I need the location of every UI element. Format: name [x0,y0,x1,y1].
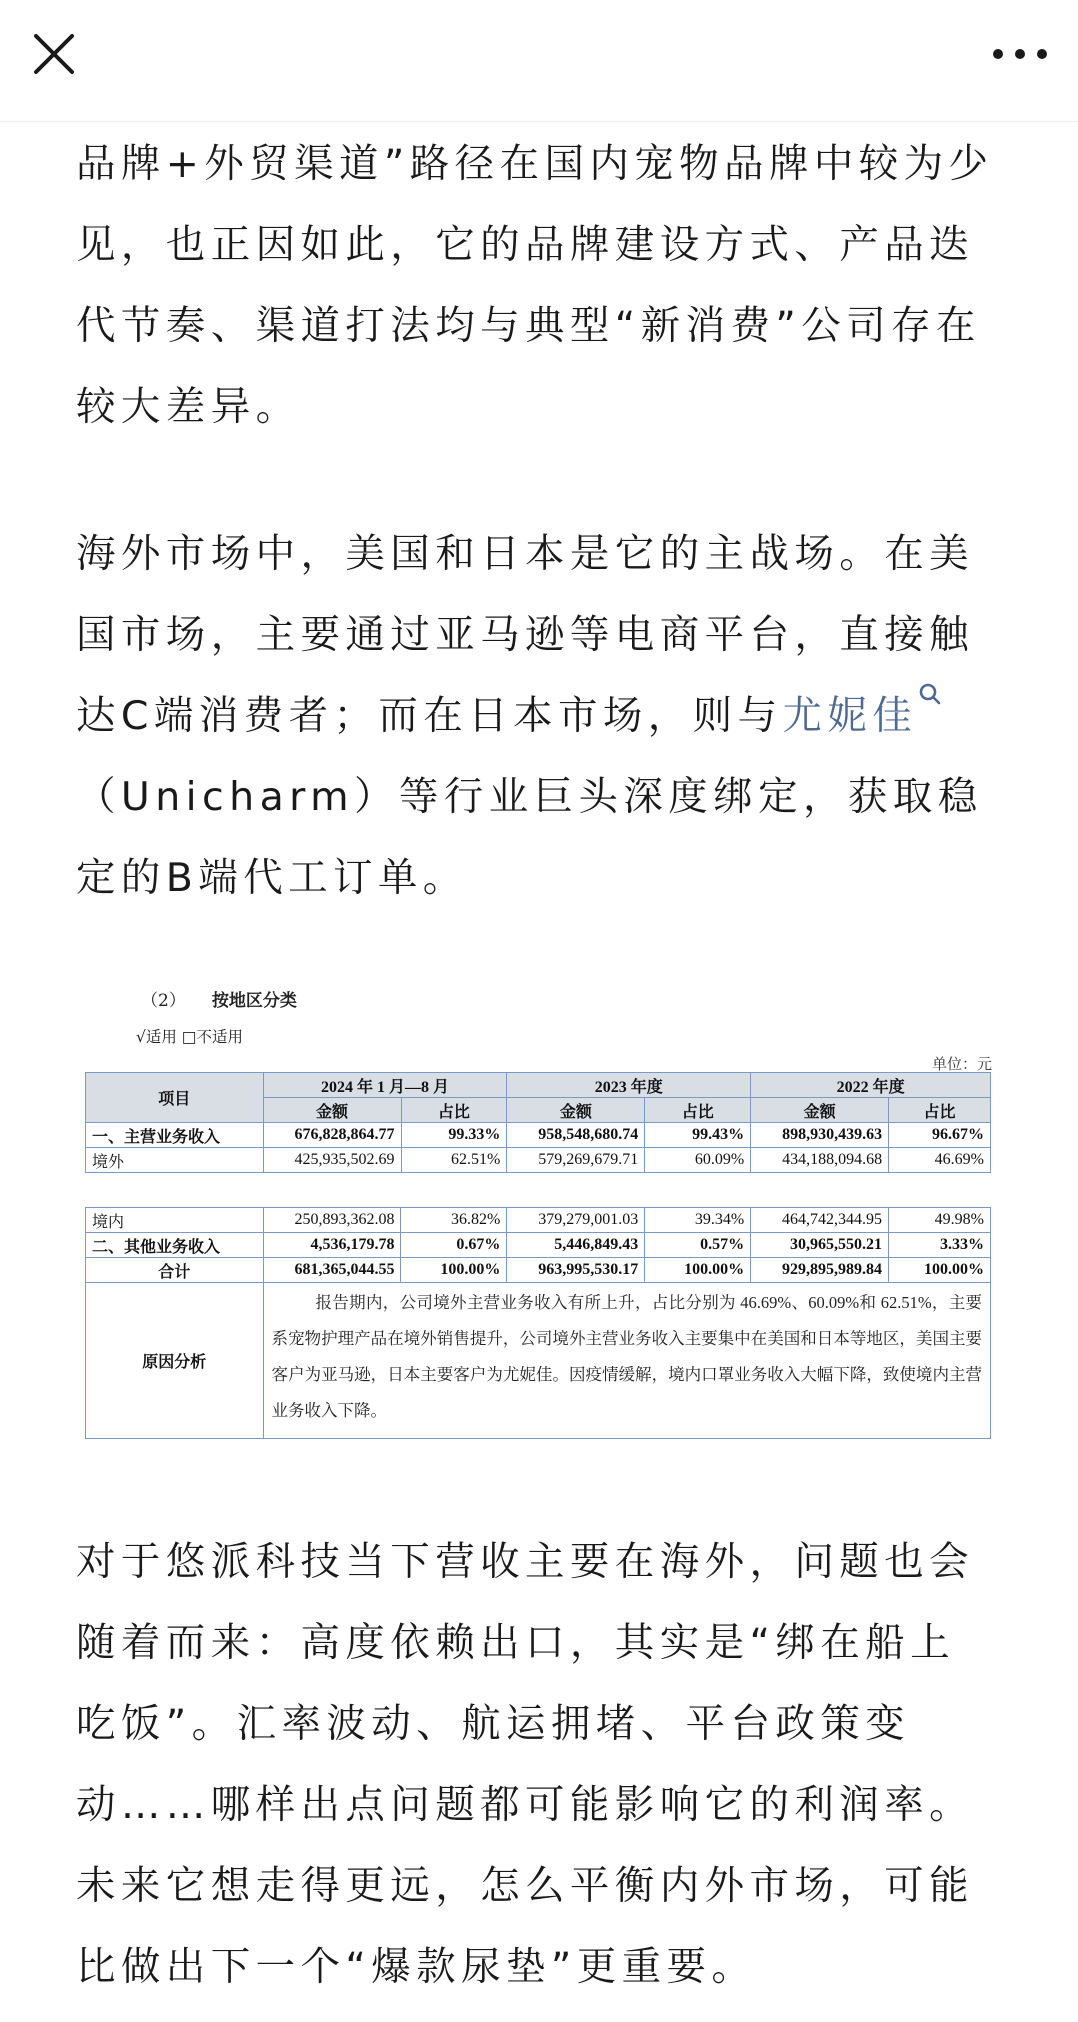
table-row [86,1208,991,1233]
text-line: 未来它想走得更远，怎么平衡内外市场，可能 [76,1863,974,1909]
unit-label: 单位：元 [931,1055,992,1073]
cell: 99.33% [401,1123,507,1148]
text-line: 吃饭”。汇率波动、航运拥堵、平台政策变 [76,1701,911,1747]
cell: 100.00% [645,1258,751,1283]
table-row [86,1123,991,1148]
search-icon[interactable] [917,682,943,708]
cell: 898,930,439.63 [751,1123,889,1148]
cell: 963,995,530.17 [507,1258,645,1283]
cell: 958,548,680.74 [507,1123,645,1148]
paragraph-2 [76,514,1006,919]
row-label: 二、其他业务收入 [86,1233,264,1258]
cell: 46.69% [889,1148,991,1173]
text-line: 见，也正因如此，它的品牌建设方式、产品迭 [76,222,974,268]
paragraph-1 [76,124,1006,448]
header-period: 2024 年 1 月—8 月 [263,1073,507,1098]
text-line: 定的B端代工订单。 [76,855,468,901]
cell: 579,269,679.71 [507,1148,645,1173]
cell: 676,828,864.77 [263,1123,401,1148]
header-period: 2022 年度 [751,1073,991,1098]
cell: 36.82% [401,1208,507,1233]
cell: 49.98% [889,1208,991,1233]
analysis-text: 报告期内，公司境外主营业务收入有所上升，占比分别为 46.69%、60.09%和 62.51%，主要系宠物护理产品在境外销售提升，公司境外主营业务收入主要集中在美国和日本等地区，美国主要客户为亚马逊，日本主要客户为尤妮佳。因疫情缓解，境内口罩业务收入大幅下降，致使境内主营业务收入下降。 [271,1293,982,1420]
header-amount: 金额 [751,1098,889,1123]
cell: 100.00% [889,1258,991,1283]
row-label: 一、主营业务收入 [86,1123,264,1148]
applicability-note: √适用 □不适用 [136,1028,243,1046]
table-row [86,1258,991,1283]
revenue-table-bottom [85,1207,991,1439]
text-line: 随着而来：高度依赖出口，其实是“绑在船上 [76,1620,955,1666]
cell: 4,536,179.78 [263,1233,401,1258]
cell: 250,893,362.08 [263,1208,401,1233]
article-body [76,122,1006,919]
article-body-continued [76,1522,1006,2008]
close-button[interactable] [26,26,82,82]
cell: 434,188,094.68 [751,1148,889,1173]
more-dots-icon [988,34,1052,74]
text-line: 较大差异。 [76,384,301,430]
text-segment: 达C端消费者；而在日本市场，则与 [76,693,783,739]
cell: 30,965,550.21 [751,1233,889,1258]
row-label: 合计 [86,1258,264,1283]
cell: 0.57% [645,1233,751,1258]
table-row [86,1283,991,1439]
table-row [86,1233,991,1258]
cell: 681,365,044.55 [263,1258,401,1283]
cell: 100.00% [401,1258,507,1283]
row-label: 境外 [86,1148,264,1173]
header-period: 2023 年度 [507,1073,751,1098]
analysis-label: 原因分析 [86,1283,264,1439]
cell: 3.33% [889,1233,991,1258]
revenue-table-top [85,1072,991,1173]
text-line: 代节奏、渠道打法均与典型“新消费”公司存在 [76,303,981,349]
header-ratio: 占比 [645,1098,751,1123]
text-line: 比做出下一个“爆款尿垫”更重要。 [76,1944,757,1990]
cell: 425,935,502.69 [263,1148,401,1173]
unicharm-link[interactable]: 尤妮佳 [782,693,918,739]
cell: 464,742,344.95 [751,1208,889,1233]
close-icon [26,26,82,82]
row-label: 境内 [86,1208,264,1233]
cell: 39.34% [645,1208,751,1233]
cell: 60.09% [645,1148,751,1173]
text-line: 品牌+外贸渠道”路径在国内宠物品牌中较为少 [76,141,994,187]
text-line [76,676,1006,757]
text-line: 动……哪样出点问题都可能影响它的利润率。 [76,1782,974,1828]
header-amount: 金额 [507,1098,645,1123]
text-line: 海外市场中，美国和日本是它的主战场。在美 [76,531,974,577]
header-ratio: 占比 [889,1098,991,1123]
caption-number: （2） [141,991,186,1011]
more-options-button[interactable] [988,34,1052,74]
header-ratio: 占比 [401,1098,507,1123]
text-line: （Unicharm）等行业巨头深度绑定，获取稳 [76,774,983,820]
table-row [86,1148,991,1173]
cell: 5,446,849.43 [507,1233,645,1258]
revenue-by-region-figure[interactable] [76,975,1006,1453]
cell: 62.51% [401,1148,507,1173]
cell: 379,279,001.03 [507,1208,645,1233]
cell: 99.43% [645,1123,751,1148]
text-line: 对于悠派科技当下营收主要在海外，问题也会 [76,1539,974,1585]
analysis-cell [263,1283,990,1439]
paragraph-3 [76,1522,1006,2008]
top-bar [0,0,1078,122]
cell: 0.67% [401,1233,507,1258]
figure-caption [141,986,297,1011]
caption-title: 按地区分类 [211,991,297,1011]
header-item: 项目 [86,1073,264,1123]
cell: 96.67% [889,1123,991,1148]
text-line: 国市场，主要通过亚马逊等电商平台，直接触 [76,612,974,658]
header-amount: 金额 [263,1098,401,1123]
cell: 929,895,989.84 [751,1258,889,1283]
